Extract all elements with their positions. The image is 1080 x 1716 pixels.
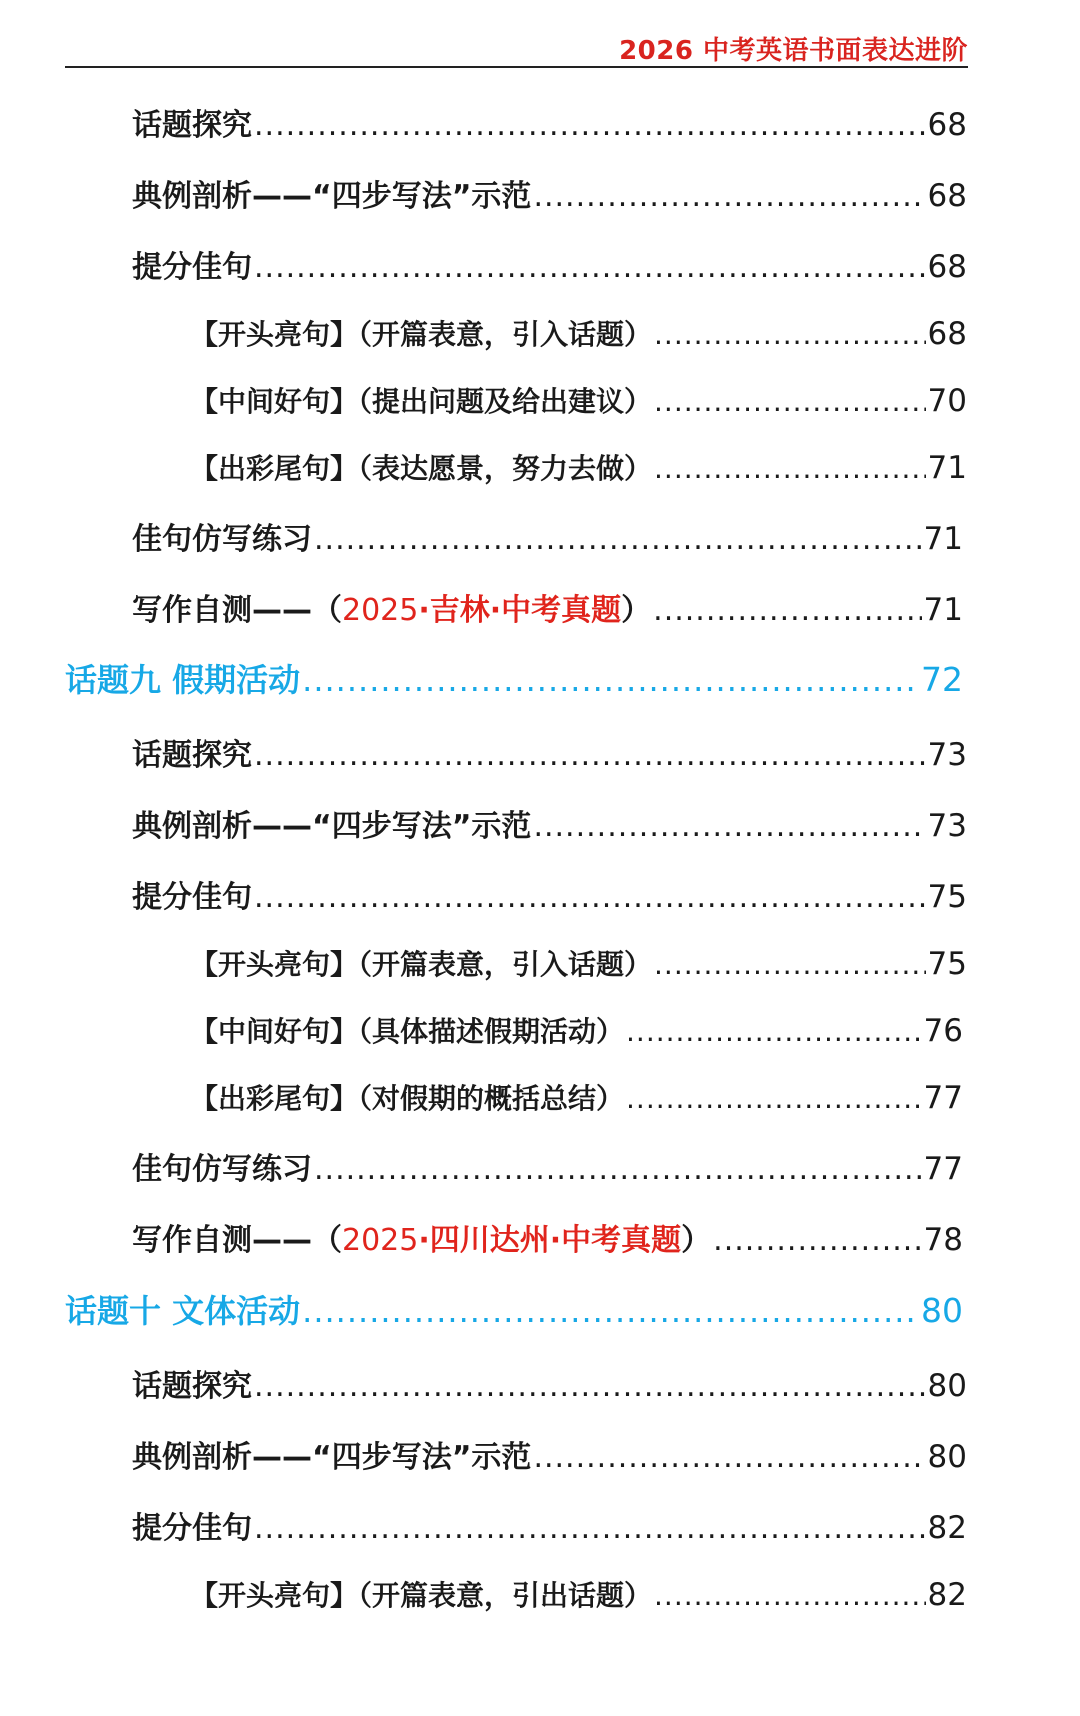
toc-entry-page: 82 xyxy=(927,1577,967,1613)
leader-dots xyxy=(654,385,926,418)
toc-entry-title: 提分佳句 xyxy=(132,880,252,915)
toc-subentry[interactable] xyxy=(190,1010,963,1050)
toc-subentry[interactable] xyxy=(190,943,967,983)
toc-entry-self-test[interactable] xyxy=(132,585,963,629)
header-title: 2026 中考英语书面表达进阶 xyxy=(619,36,968,66)
toc-entry-self-test[interactable] xyxy=(132,1215,963,1259)
leader-dots xyxy=(254,1369,926,1404)
toc-entry-title: 典例剖析——“四步写法”示范 xyxy=(132,809,532,844)
toc-entry-title: 写作自测——（2025·四川达州·中考真题） xyxy=(132,1223,712,1258)
leader-dots xyxy=(654,452,926,485)
toc-entry[interactable] xyxy=(132,100,967,144)
toc-entry[interactable] xyxy=(132,1144,963,1188)
toc-entry-page: 76 xyxy=(923,1013,963,1049)
toc-chapter[interactable] xyxy=(65,1286,963,1332)
toc-entry-page: 80 xyxy=(927,1439,967,1475)
toc-subentry[interactable] xyxy=(190,1574,967,1614)
toc-entry-title: 【出彩尾句】（表达愿景，努力去做） xyxy=(190,452,653,485)
toc-chapter[interactable] xyxy=(65,655,963,701)
toc-entry[interactable] xyxy=(132,1361,967,1405)
toc-entry-page: 78 xyxy=(923,1222,963,1258)
toc-entry-title: 提分佳句 xyxy=(132,250,252,285)
leader-dots xyxy=(254,108,926,143)
leader-dots xyxy=(314,522,922,557)
toc-subentry[interactable] xyxy=(190,447,967,487)
toc-entry-title: 【开头亮句】（开篇表意，引入话题） xyxy=(190,318,653,351)
toc-entry-title: 话题探究 xyxy=(132,108,252,143)
toc-entry-page: 68 xyxy=(927,316,967,352)
toc-entry-title: 话题探究 xyxy=(132,738,252,773)
toc-entry-page: 75 xyxy=(927,879,967,915)
leader-dots xyxy=(254,738,926,773)
leader-dots xyxy=(314,1152,922,1187)
leader-dots xyxy=(653,593,921,628)
exam-source: ·吉林·中考真题 xyxy=(418,593,622,628)
toc-entry-page: 75 xyxy=(927,946,967,982)
toc-entry-page: 71 xyxy=(927,450,967,486)
toc-entry-page: 68 xyxy=(927,178,967,214)
toc-entry-title: 佳句仿写练习 xyxy=(132,522,312,557)
toc-entry-page: 73 xyxy=(927,737,967,773)
toc-entry-page: 77 xyxy=(923,1151,963,1187)
leader-dots xyxy=(654,318,926,351)
toc-chapter-page: 72 xyxy=(921,660,963,699)
toc-entry[interactable] xyxy=(132,730,967,774)
leader-dots xyxy=(626,1082,922,1115)
exam-source: ·四川达州·中考真题 xyxy=(418,1223,682,1258)
toc-entry-title: 话题探究 xyxy=(132,1369,252,1404)
toc-chapter-title: 话题十 文体活动 xyxy=(65,1292,301,1330)
toc-entry-page: 68 xyxy=(927,249,967,285)
toc-entry[interactable] xyxy=(132,171,967,215)
leader-dots xyxy=(254,250,926,285)
toc-entry-page: 77 xyxy=(923,1080,963,1116)
toc-entry-title: 【开头亮句】（开篇表意，引出话题） xyxy=(190,1579,653,1612)
toc-subentry[interactable] xyxy=(190,1077,963,1117)
leader-dots xyxy=(713,1223,921,1258)
toc-entry-title: 提分佳句 xyxy=(132,1511,252,1546)
toc-entry-page: 71 xyxy=(923,521,963,557)
leader-dots xyxy=(533,809,925,844)
toc-chapter-page: 80 xyxy=(921,1291,963,1330)
exam-year: 2025 xyxy=(342,593,419,628)
toc-entry[interactable] xyxy=(132,801,967,845)
toc-entry-title: 【中间好句】（具体描述假期活动） xyxy=(190,1015,625,1048)
toc-entry-page: 73 xyxy=(927,808,967,844)
toc-entry-title: 典例剖析——“四步写法”示范 xyxy=(132,1440,532,1475)
toc-entry[interactable] xyxy=(132,242,967,286)
leader-dots xyxy=(533,179,925,214)
toc-entry-page: 71 xyxy=(923,592,963,628)
leader-dots xyxy=(654,1579,926,1612)
exam-year: 2025 xyxy=(342,1223,419,1258)
leader-dots xyxy=(302,1292,919,1330)
toc-entry-title: 【开头亮句】（开篇表意，引入话题） xyxy=(190,948,653,981)
toc-entry-page: 80 xyxy=(927,1368,967,1404)
toc-chapter-title: 话题九 假期活动 xyxy=(65,661,301,699)
leader-dots xyxy=(302,661,919,699)
toc-entry-title: 【出彩尾句】（对假期的概括总结） xyxy=(190,1082,625,1115)
toc-subentry[interactable] xyxy=(190,313,967,353)
toc-entry[interactable] xyxy=(132,872,967,916)
leader-dots xyxy=(254,1511,926,1546)
leader-dots xyxy=(254,880,926,915)
leader-dots xyxy=(654,948,926,981)
toc-entry-title: 典例剖析——“四步写法”示范 xyxy=(132,179,532,214)
toc-entry[interactable] xyxy=(132,514,963,558)
toc-entry-title: 写作自测——（2025·吉林·中考真题） xyxy=(132,593,652,628)
toc-entry-title: 佳句仿写练习 xyxy=(132,1152,312,1187)
toc-entry[interactable] xyxy=(132,1432,967,1476)
toc-subentry[interactable] xyxy=(190,380,967,420)
toc-entry-page: 82 xyxy=(927,1510,967,1546)
toc-entry-title: 【中间好句】（提出问题及给出建议） xyxy=(190,385,653,418)
leader-dots xyxy=(533,1440,925,1475)
toc-entry[interactable] xyxy=(132,1503,967,1547)
toc-entry-page: 70 xyxy=(927,383,967,419)
leader-dots xyxy=(626,1015,922,1048)
toc-entry-page: 68 xyxy=(927,107,967,143)
